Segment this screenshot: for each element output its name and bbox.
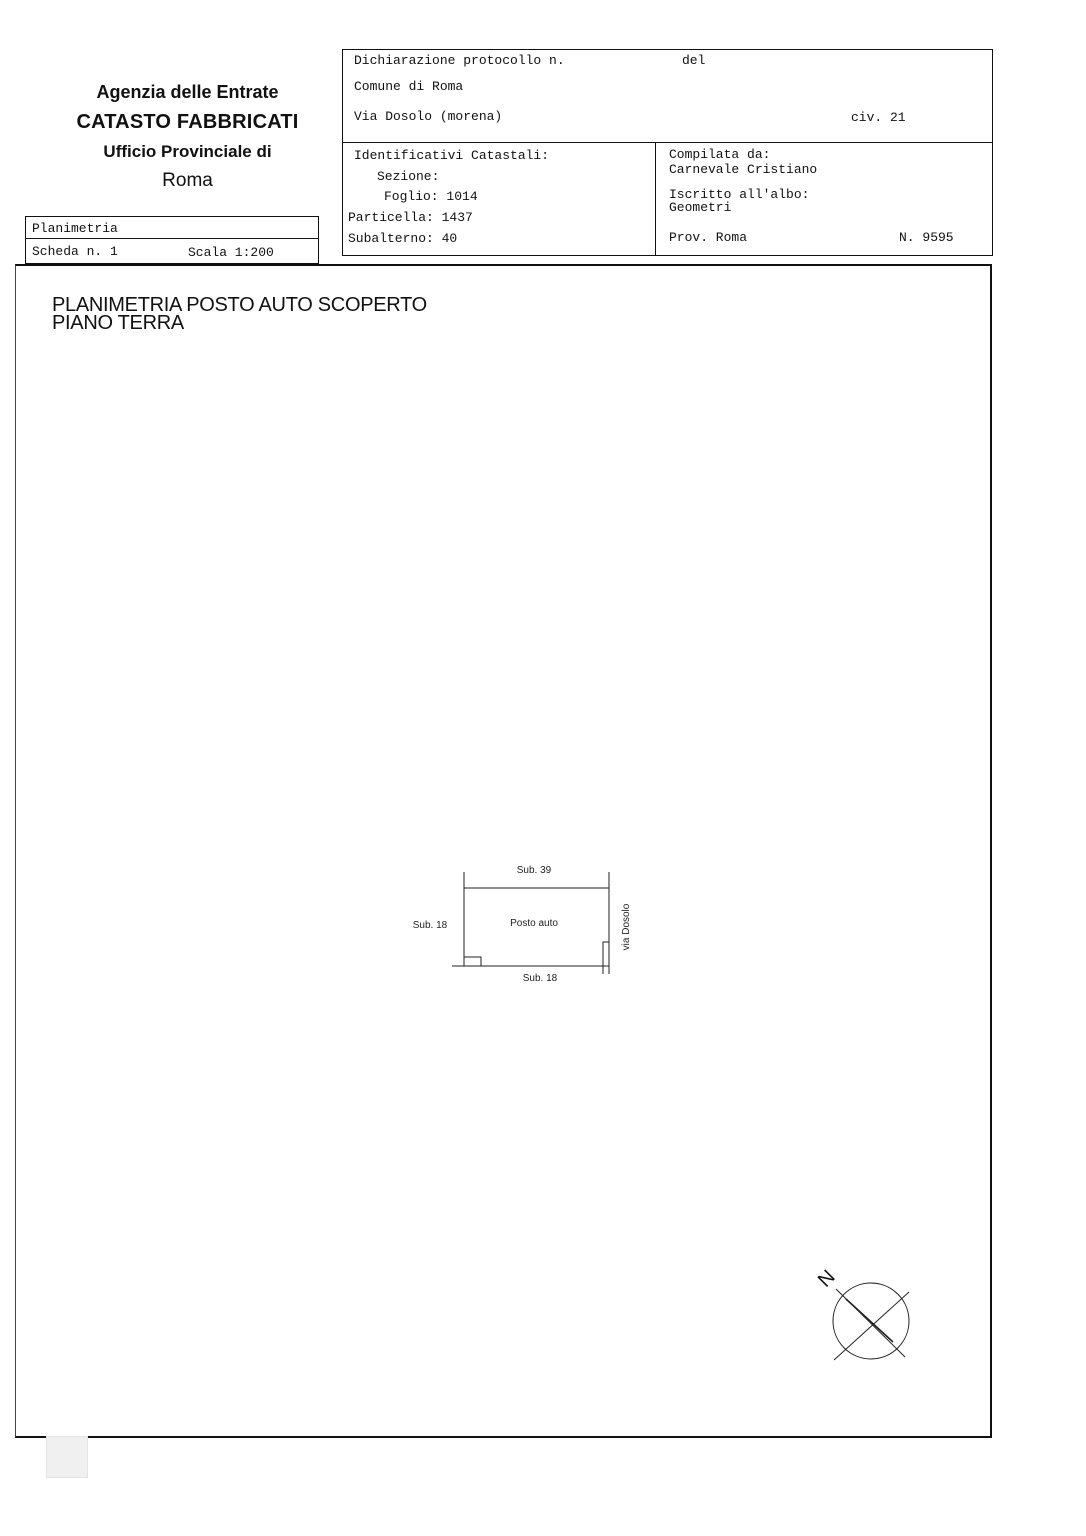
sub-left-label: Sub. 18 xyxy=(412,920,448,931)
north-label: N xyxy=(813,1265,840,1292)
scheda-number: Scheda n. 1 xyxy=(32,244,118,259)
sezione-label: Sezione: xyxy=(377,169,440,184)
planimetria-label: Planimetria xyxy=(32,221,118,236)
iscritto-value: Geometri xyxy=(669,200,732,215)
del-label: del xyxy=(682,53,706,68)
room-label: Posto auto xyxy=(510,918,558,929)
comune-label: Comune di Roma xyxy=(354,79,464,94)
agency-office: Ufficio Provinciale di xyxy=(103,142,272,161)
plan-title-line1: PLANIMETRIA POSTO AUTO SCOPERTO xyxy=(52,294,427,316)
compilata-label: Compilata da: xyxy=(669,147,771,162)
plan-title-line2: PIANO TERRA xyxy=(52,312,184,334)
north-compass xyxy=(833,1283,909,1360)
agency-name: Agenzia delle Entrate xyxy=(96,82,279,102)
north-arrow-icon xyxy=(846,1299,893,1342)
agency-service: CATASTO FABBRICATI xyxy=(76,111,299,133)
dichiarazione-label: Dichiarazione protocollo n. xyxy=(354,53,565,68)
scale-value: Scala 1:200 xyxy=(188,245,274,260)
parking-gate-post xyxy=(603,942,609,974)
address-label: Via Dosolo (morena) xyxy=(354,109,503,124)
province-label: Prov. Roma xyxy=(669,230,748,245)
iscritto-label: Iscritto all'albo: xyxy=(669,187,810,202)
sub-top-label: Sub. 39 xyxy=(516,865,552,876)
street-label: via Dosolo xyxy=(621,903,632,951)
foglio-label: Foglio: 1014 xyxy=(384,189,478,204)
particella-label: Particella: 1437 xyxy=(348,210,473,225)
agency-city: Roma xyxy=(162,170,213,191)
identificativi-label: Identificativi Catastali: xyxy=(354,148,550,163)
sub-bottom-label: Sub. 18 xyxy=(522,973,558,984)
scan-artifact xyxy=(46,1436,88,1478)
parking-corner-pillar xyxy=(464,957,481,966)
registration-number: N. 9595 xyxy=(899,230,954,245)
compilata-name: Carnevale Cristiano xyxy=(669,162,818,177)
civic-number: civ. 21 xyxy=(851,110,906,125)
subalterno-label: Subalterno: 40 xyxy=(348,231,458,246)
